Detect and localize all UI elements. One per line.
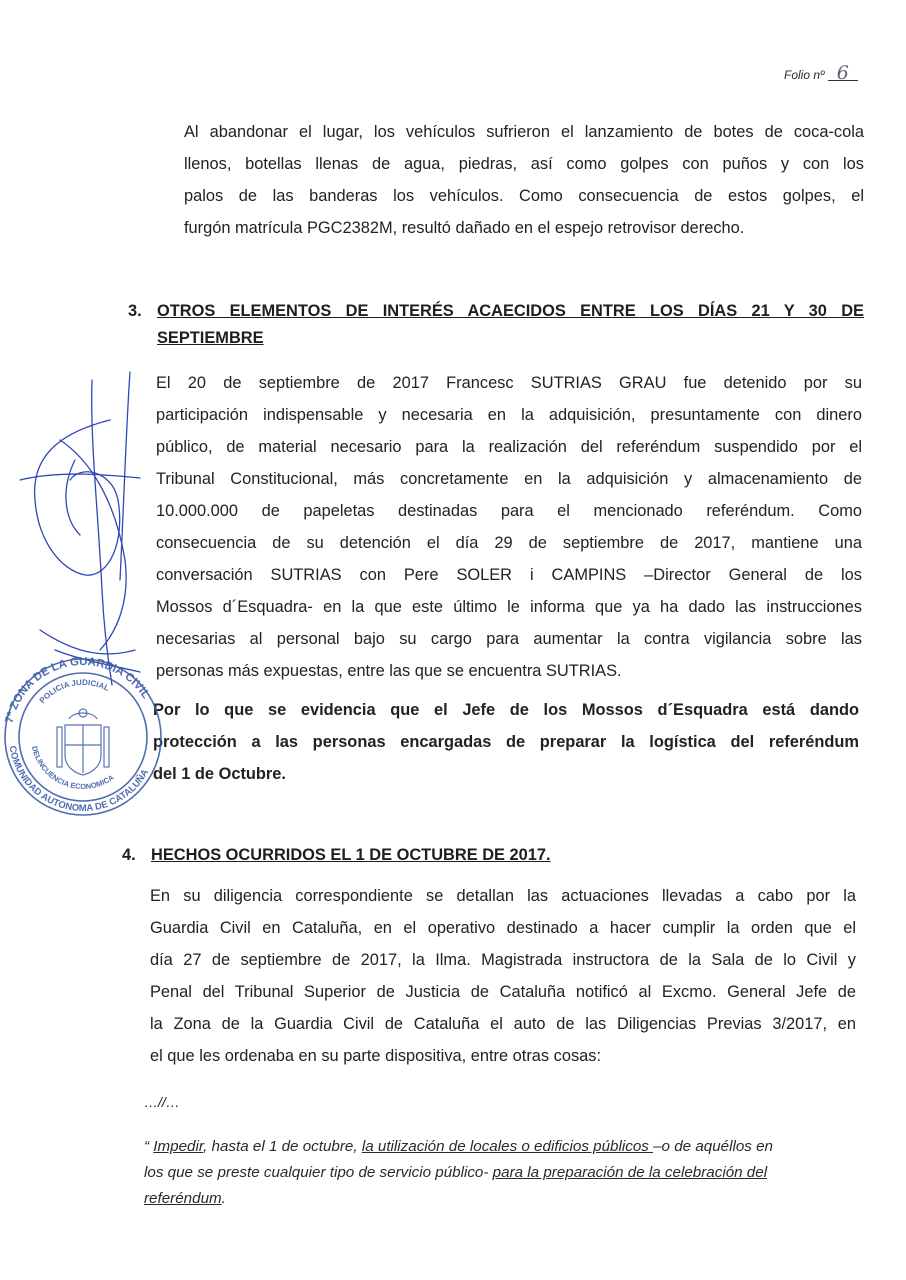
text-line: Al abandonar el lugar, los vehículos sufrieron el lanzamiento de botes de coca-cola [184,123,864,141]
text-line: Penal del Tribunal Superior de Justicia de Cataluña notificó al Excmo. General Jefe de [150,983,856,1001]
quote-underlined-text: referéndum [144,1190,222,1207]
text-line: personas más expuestas, entre las que se encuentra SUTRIAS. [156,662,622,680]
folio-page-number: 6 [828,66,858,81]
svg-text:COMUNIDAD AUTONOMA DE CATALUÑA [7,745,152,814]
section-4-title: HECHOS OCURRIDOS EL 1 DE OCTUBRE DE 2017. [151,846,551,864]
section-4-number: 4. [122,846,136,864]
text-line: necesarias al personal bajo su cargo para aumentar la contra vigilancia sobre las [156,630,862,648]
section-3-heading [128,298,864,352]
folio-label: Folio nº [784,68,825,82]
quote-open-mark: “ [144,1138,154,1155]
quote-line [144,1160,852,1186]
ellipsis-marker: …//… [144,1094,180,1110]
handwritten-signature [0,360,150,690]
text-line: conversación SUTRIAS con Pere SOLER i CAMPINS –Director General de los [156,566,862,584]
section-3-number: 3. [128,302,142,320]
quote-text: –o de aquéllos en [653,1138,774,1155]
court-order-quote [144,1134,852,1212]
guardia-civil-stamp [3,655,163,825]
text-line: día 27 de septiembre de 2017, la Ilma. Magistrada instructora de la Sala de lo Civil y [150,951,856,969]
quote-impedir: Impedir [153,1138,204,1155]
text-line: del 1 de Octubre. [153,765,286,783]
quote-line [144,1186,852,1212]
quote-underlined-text: la utilización de locales o edificios públicos [361,1138,654,1155]
quote-line [144,1134,852,1160]
text-line: Mossos d´Esquadra- en la que este último le informa que ya ha dado las instrucciones [156,598,862,616]
stamp-inner-bottom-text: DELINCUENCIA ECONOMICA [29,745,116,792]
section-3-title-line: SEPTIEMBRE [157,329,264,347]
section-3-title-line: OTROS ELEMENTOS DE INTERÉS ACAECIDOS ENTRE LOS DÍAS 21 Y 30 DE [157,302,864,320]
text-line: Tribunal Constitucional, más concretamente en la adquisición y almacenamiento de [156,470,862,488]
text-line: El 20 de septiembre de 2017 Francesc SUTRIAS GRAU fue detenido por su [156,374,862,392]
text-line: protección a las personas encargadas de preparar la logística del referéndum [153,733,859,751]
quote-text: , hasta el 1 de octubre, [203,1138,362,1155]
svg-text:POLICIA JUDICIAL [38,678,111,705]
text-line: consecuencia de su detención el día 29 de septiembre de 2017, mantiene una [156,534,862,552]
text-line: la Zona de la Guardia Civil de Cataluña el auto de las Diligencias Previas 3/2017, en [150,1015,856,1033]
text-line: En su diligencia correspondiente se detallan las actuaciones llevadas a cabo por la [150,887,856,905]
quote-text: . [221,1190,226,1207]
stamp-outer-bottom-text: COMUNIDAD AUTONOMA DE CATALUÑA [6,744,152,815]
text-line: palos de las banderas los vehículos. Como consecuencia de estos golpes, el [184,187,864,205]
text-line: 10.000.000 de papeletas destinadas para el mencionado referéndum. Como [156,502,862,520]
stamp-inner-top-text: POLICIA JUDICIAL [37,677,111,706]
quote-text: los que se preste cualquier tipo de servicio público- [144,1164,493,1181]
intro-paragraph [184,116,864,244]
text-line: Guardia Civil en Cataluña, en el operativo destinado a hacer cumplir la orden que el [150,919,856,937]
section-4-body [150,880,856,1072]
folio-number [784,62,858,84]
stamp-outer-text: 7ª ZONA DE LA GUARDIA CIVIL [3,655,152,725]
svg-text:DELINCUENCIA ECONOMICA [30,745,116,791]
text-line: el que les ordenaba en su parte dispositiva, entre otras cosas: [150,1047,602,1065]
section-4-heading [122,842,862,869]
section-3-body [156,367,862,687]
text-line: participación indispensable y necesaria en la adquisición, presuntamente con dinero [156,406,862,424]
section-3-conclusion [153,694,859,790]
text-line: Por lo que se evidencia que el Jefe de los Mossos d´Esquadra está dando [153,701,859,719]
quote-underlined-text: para la preparación de la celebración del [492,1164,768,1181]
text-line: furgón matrícula PGC2382M, resultó dañado en el espejo retrovisor derecho. [184,219,745,237]
text-line: público, de material necesario para la realización del referéndum suspendido por el [156,438,862,456]
text-line: llenos, botellas llenas de agua, piedras, así como golpes con puños y con los [184,155,864,173]
coat-of-arms-icon [57,709,109,775]
